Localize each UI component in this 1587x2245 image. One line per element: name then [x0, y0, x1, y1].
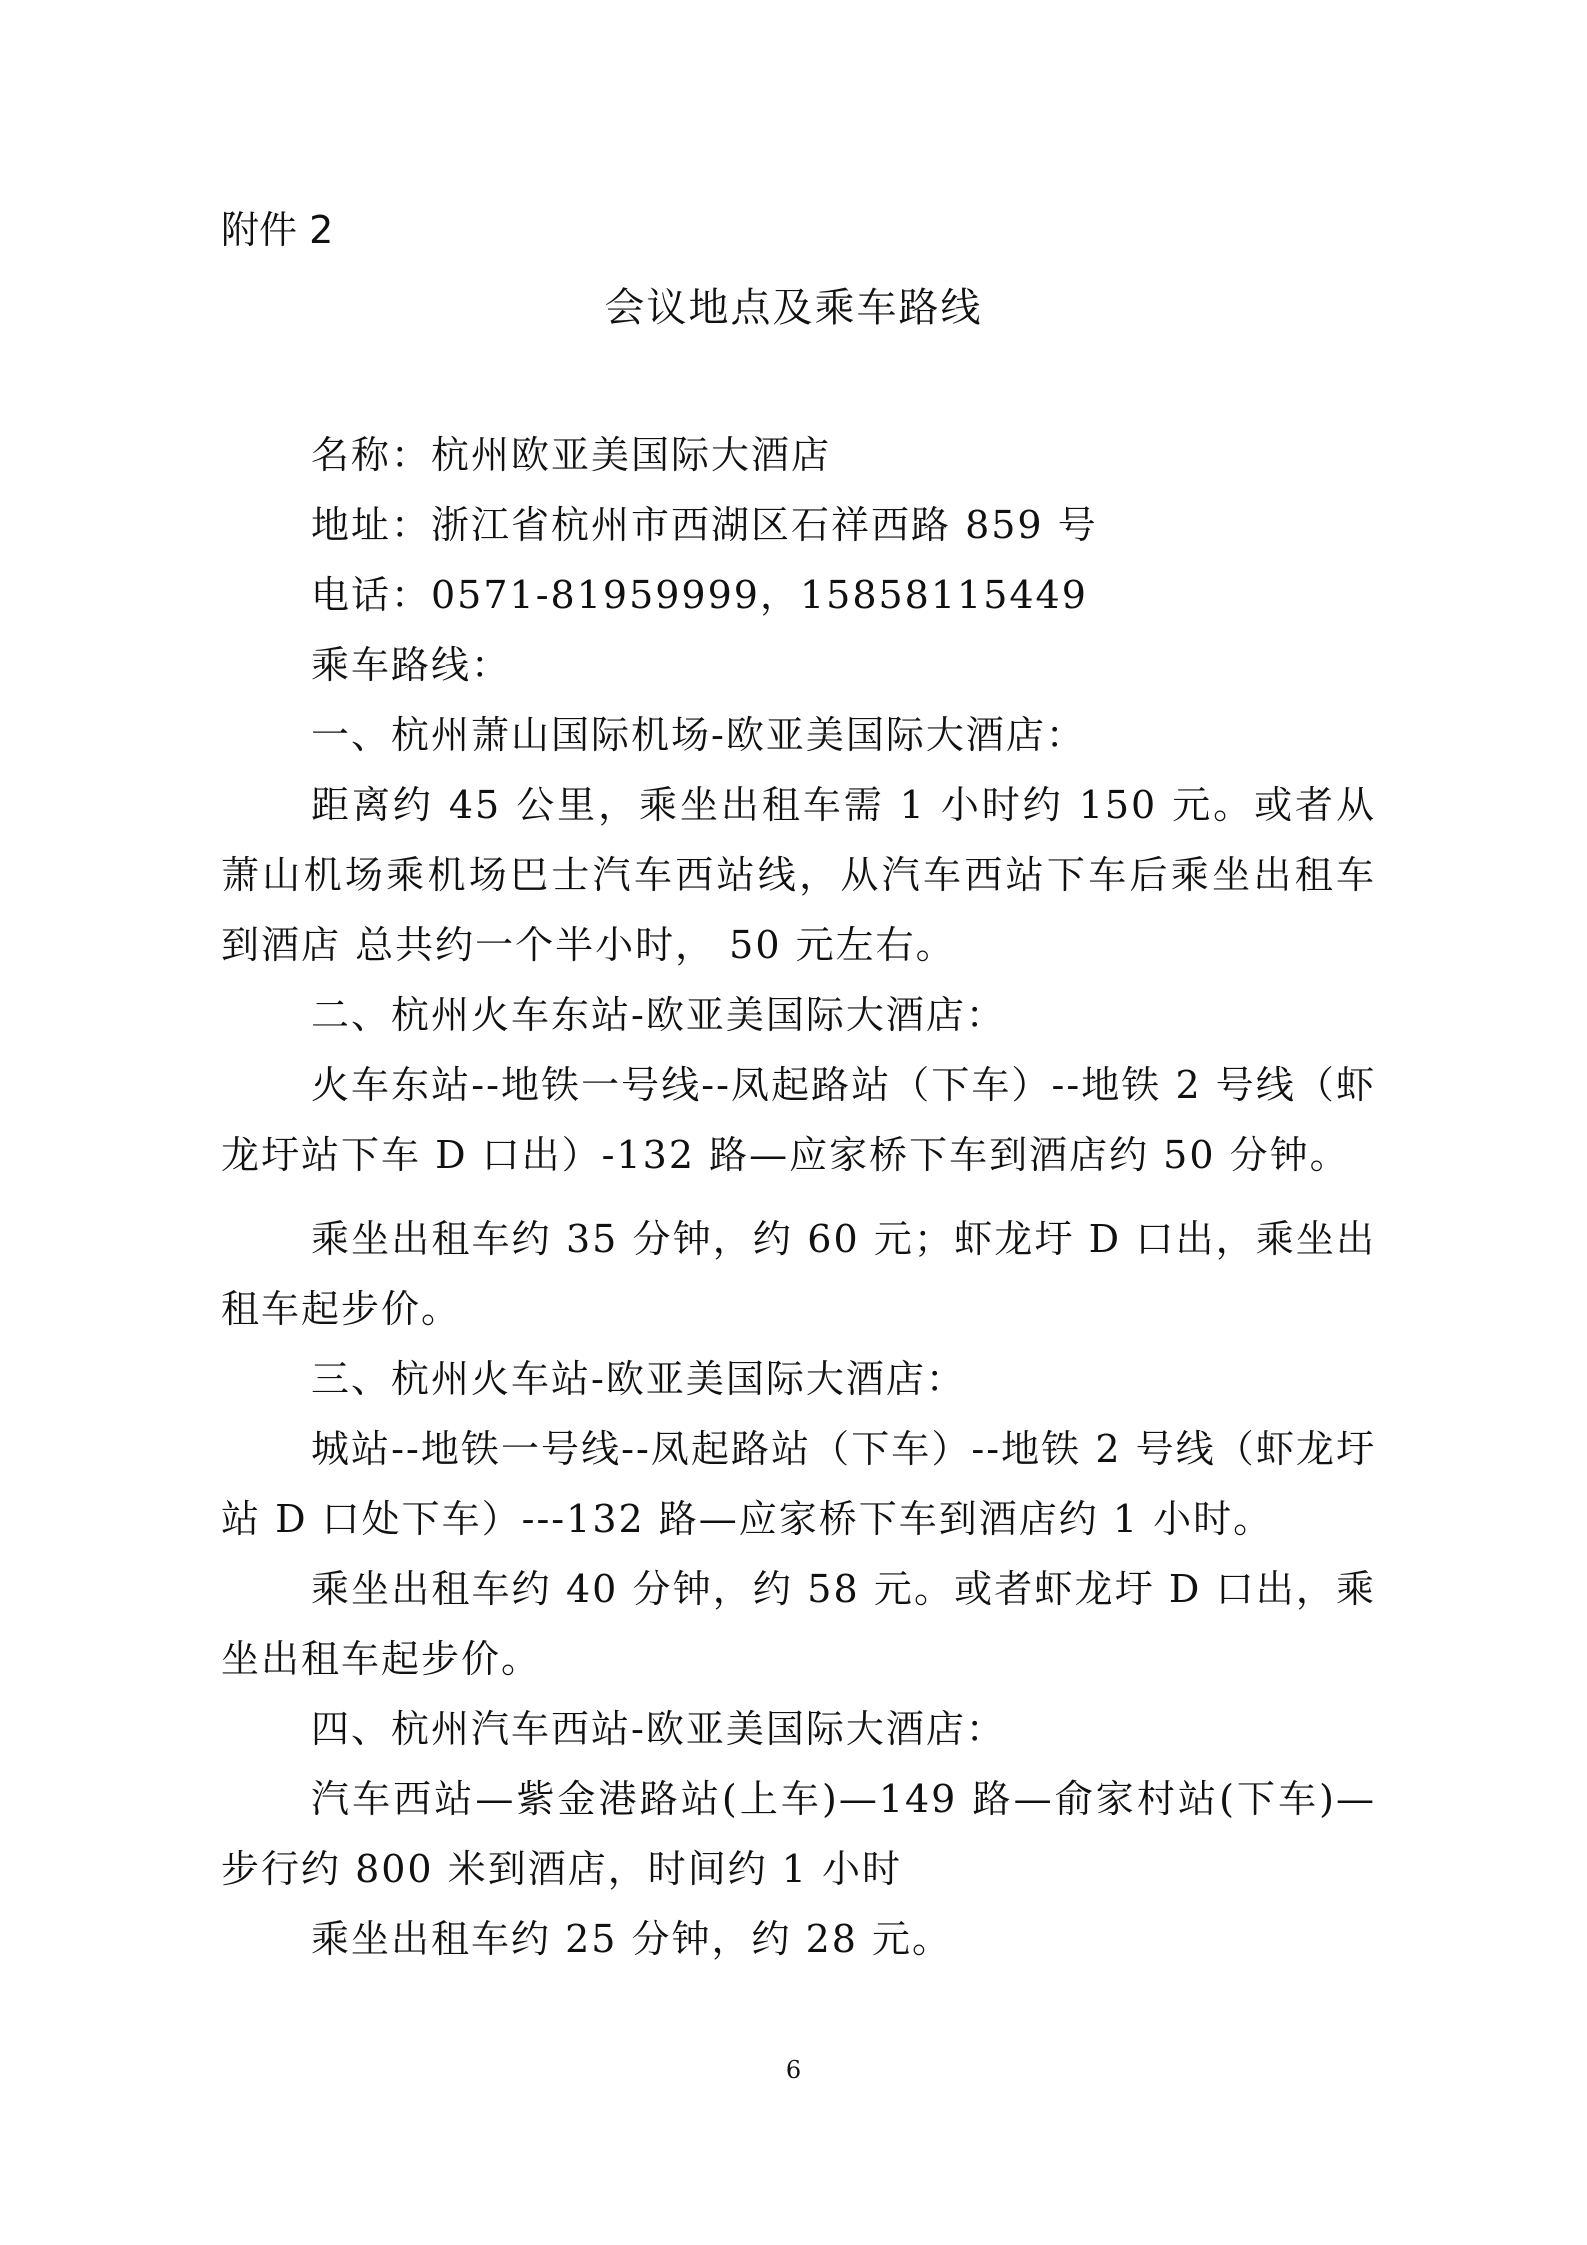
route-section-paragraph: 距离约 45 公里，乘坐出租车需 1 小时约 150 元。或者从萧山机场乘机场巴士汽车西站线，从汽车西站下车后乘坐出租车到酒店 总共约一个半小时， 50 元左右。: [221, 783, 1376, 967]
route-section-paragraph: 火车东站--地铁一号线--凤起路站（下车）--地铁 2 号线（虾龙圩站下车 D 口出）-132 路—应家桥下车到酒店约 50 分钟。: [221, 1063, 1376, 1177]
paragraph-gap: [221, 1190, 1376, 1204]
route-section-paragraph: 汽车西站—紫金港路站(上车)—149 路—俞家村站(下车)—步行约 800 米到酒店，时间约 1 小时: [221, 1777, 1376, 1891]
routes-heading: 乘车路线：: [311, 643, 512, 687]
route-section-heading: 三、杭州火车站-欧亚美国际大酒店：: [311, 1357, 966, 1401]
route-section-paragraph: 乘坐出租车约 35 分钟，约 60 元；虾龙圩 D 口出，乘坐出租车起步价。: [221, 1217, 1376, 1331]
route-section-paragraph: 乘坐出租车约 40 分钟，约 58 元。或者虾龙圩 D 口出，乘坐出租车起步价。: [221, 1567, 1376, 1681]
hotel-address-line: 地址：浙江省杭州市西湖区石祥西路 859 号: [311, 503, 1098, 547]
route-section-heading: 一、杭州萧山国际机场-欧亚美国际大酒店：: [311, 713, 1086, 757]
route-section-paragraph: 乘坐出租车约 25 分钟，约 28 元。: [311, 1917, 953, 1961]
page-number: 6: [785, 2056, 802, 2084]
hotel-phone-line: 电话：0571-81959999，15858115449: [311, 573, 1088, 617]
route-section-heading: 二、杭州火车东站-欧亚美国际大酒店：: [311, 993, 1006, 1037]
attachment-label: 附件 2: [221, 208, 334, 252]
hotel-name-line: 名称：杭州欧亚美国际大酒店: [311, 433, 832, 477]
route-section-heading: 四、杭州汽车西站-欧亚美国际大酒店：: [311, 1707, 1006, 1751]
document-title: 会议地点及乘车路线: [604, 285, 983, 331]
route-section-paragraph: 城站--地铁一号线--凤起路站（下车）--地铁 2 号线（虾龙圩站 D 口处下车）---132 路—应家桥下车到酒店约 1 小时。: [221, 1427, 1376, 1541]
document-body: [221, 420, 1376, 1974]
